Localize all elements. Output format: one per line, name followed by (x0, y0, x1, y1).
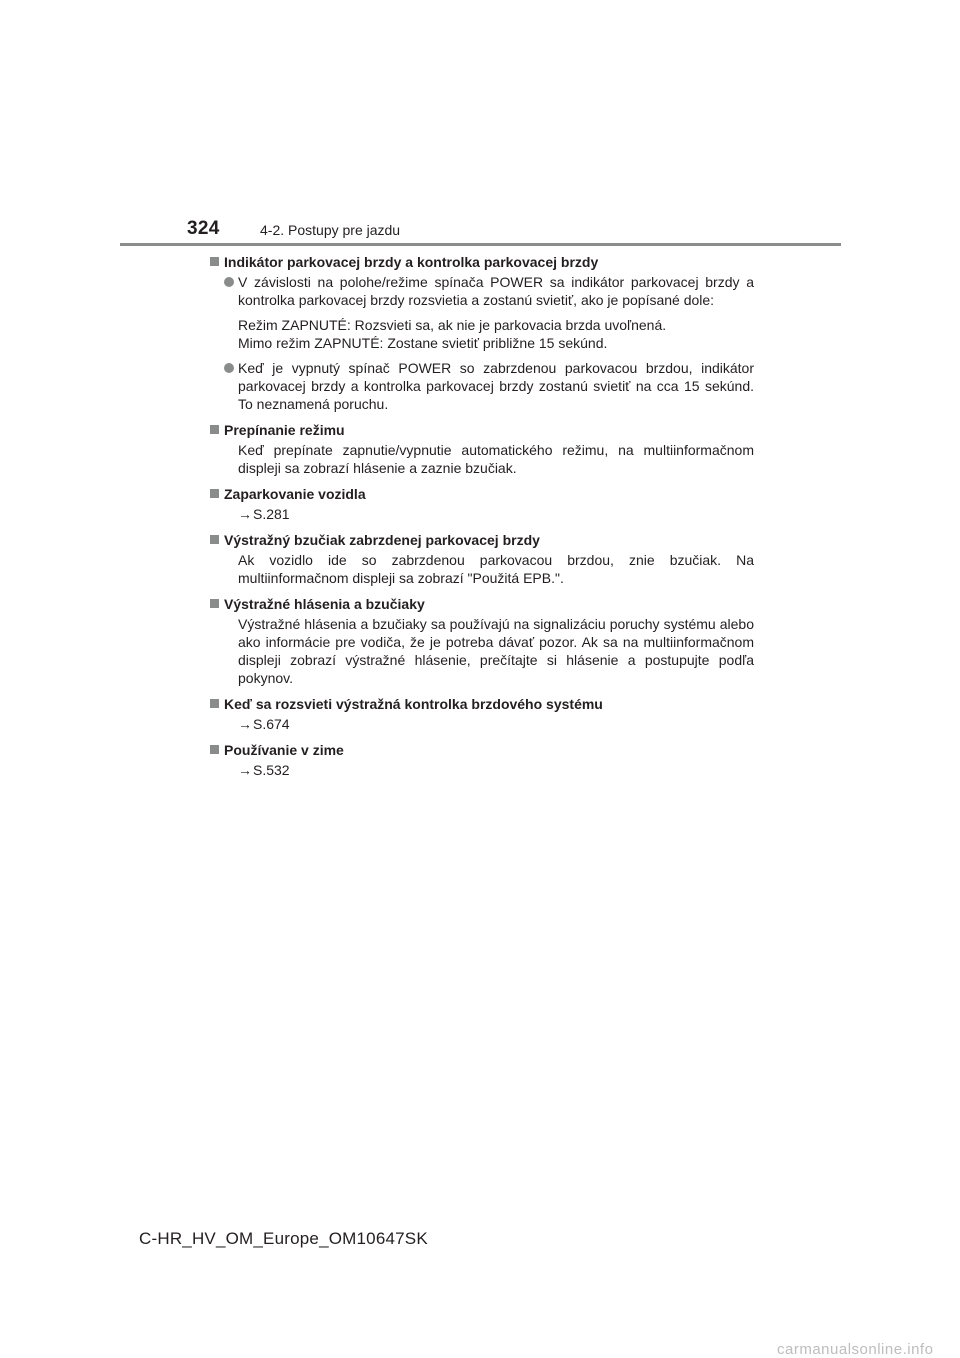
mode-off-line: Mimo režim ZAPNUTÉ: Zostane svietiť približne 15 sekúnd. (238, 335, 608, 351)
section-heading: Zaparkovanie vozidla (209, 484, 754, 504)
section-heading: Prepínanie režimu (209, 420, 754, 440)
section-title: 4-2. Postupy pre jazdu (260, 222, 401, 238)
page-content (209, 252, 754, 786)
square-bullet-icon (210, 599, 219, 608)
header-divider (120, 243, 841, 246)
section-warning-messages (209, 594, 754, 687)
section-warning-buzzer (209, 530, 754, 587)
section-winter-use (209, 740, 754, 779)
square-bullet-icon (210, 425, 219, 434)
section-heading: Používanie v zime (209, 740, 754, 760)
arrow-right-icon: → (238, 762, 252, 778)
mode-on-line: Režim ZAPNUTÉ: Rozsvieti sa, ak nie je parkovacia brzda uvoľnená. (238, 317, 667, 333)
section-text: Ak vozidlo ide so zabrzdenou parkovacou brzdou, znie bzučiak. Na multiinformačnom displeji sa zobrazí "Použitá EPB.". (238, 552, 754, 586)
section-brake-warning-light (209, 694, 754, 733)
section-parking-vehicle (209, 484, 754, 523)
round-bullet-icon (224, 363, 234, 373)
arrow-right-icon: → (238, 716, 252, 732)
section-heading: Výstražné hlásenia a bzučiaky (209, 594, 754, 614)
section-heading: Keď sa rozsvieti výstražná kontrolka brzdového systému (209, 694, 754, 714)
page-number: 324 (187, 218, 220, 239)
section-parking-brake-indicator (209, 252, 754, 413)
mode-description (209, 316, 754, 352)
square-bullet-icon (210, 257, 219, 266)
section-mode-switching (209, 420, 754, 477)
arrow-right-icon: → (238, 506, 252, 522)
square-bullet-icon (210, 745, 219, 754)
page-reference-link[interactable]: →S.532 (238, 762, 290, 778)
square-bullet-icon (210, 535, 219, 544)
section-heading: Výstražný bzučiak zabrzdenej parkovacej brzdy (209, 530, 754, 550)
section-heading: Indikátor parkovacej brzdy a kontrolka parkovacej brzdy (209, 252, 754, 272)
section-text: Keď prepínate zapnutie/vypnutie automatického režimu, na multiinformačnom displeji sa zobrazí hlásenie a zaznie bzučiak. (238, 442, 754, 476)
document-code: C-HR_HV_OM_Europe_OM10647SK (139, 1229, 428, 1248)
section-text: Výstražné hlásenia a bzučiaky sa používajú na signalizáciu poruchy systému alebo ako informácie pre vodiča, že je potreba dávať pozor. Ak sa na multiinformačnom displeji zobrazí výstražné hlásenie, prečítajte si hlásenie a postupujte podľa pokynov. (238, 616, 754, 686)
list-item: Keď je vypnutý spínač POWER so zabrzdenou parkovacou brzdou, indikátor parkovacej brzdy a kontrolka parkovacej brzdy zostanú svietiť na cca 15 sekúnd. To neznamená poruchu. (209, 359, 754, 413)
round-bullet-icon (224, 277, 234, 287)
page-reference-link[interactable]: →S.281 (238, 506, 290, 522)
watermark: carmanualsonline.info (777, 1341, 934, 1358)
list-item: V závislosti na polohe/režime spínača POWER sa indikátor parkovacej brzdy a kontrolka parkovacej brzdy rozsvietia a zostanú svietiť, ako je popísané dole: (209, 273, 754, 309)
square-bullet-icon (210, 699, 219, 708)
square-bullet-icon (210, 489, 219, 498)
page-reference-link[interactable]: →S.674 (238, 716, 290, 732)
